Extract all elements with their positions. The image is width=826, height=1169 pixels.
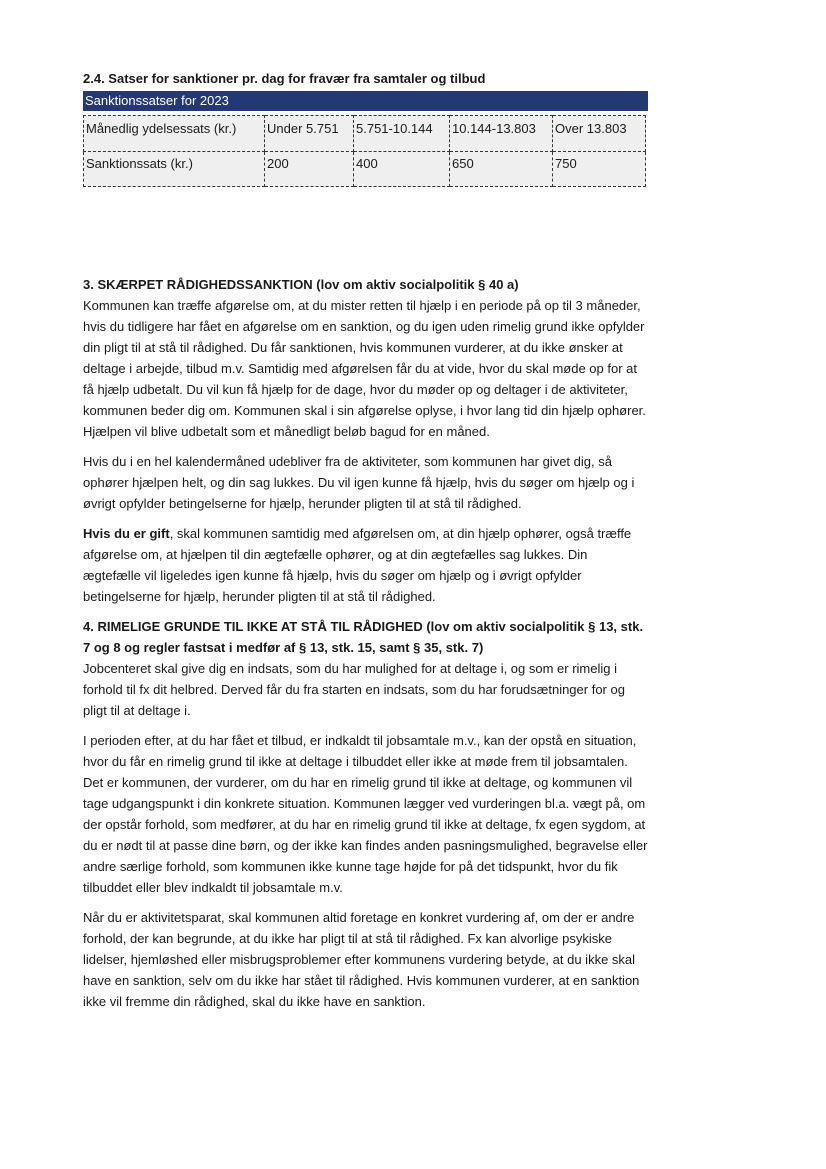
section-4-paragraph-2: I perioden efter, at du har fået et tilbud, er indkaldt til jobsamtale m.v., kan der opstå en situation, hvor du får en rimelig grund til ikke at deltage i tilbuddet eller ikke at møde frem til jobsamtalen. Det er kommunen, der vurderer, om du har en rimelig grund til ikke at deltage, og kommunen vil tage udgangspunkt i din konkrete situation. Kommunen lægger ved vurderingen bl.a. vægt på, om der opstår forhold, som medfører, at du har en rimelig grund til ikke at deltage, fx egen sygdom, at du er nødt til at passe dine børn, og der ikke kan findes anden pasningsmulighed, begravelse eller andre særlige forhold, som kommunen ikke kunne tage højde for på det tidspunkt, hvor du fik tilbuddet eller blev indkaldt til jobsamtale m.v. [83, 733, 648, 895]
section-3-paragraph-1: Kommunen kan træffe afgørelse om, at du mister retten til hjælp i en periode på op til 3 måneder, hvis du tidligere har fået en afgørelse om en sanktion, og du igen uden rimelig grund ikke opfylder din pligt til at stå til rådighed. Du får sanktionen, hvis kommunen vurderer, at du ikke ønsker at deltage i arbejde, tilbud m.v. Samtidig med afgørelsen får du at vide, hvor du skal møde op for at få hjælp udbetalt. Du vil kun få hjælp for de dage, hvor du møder op og deltager i de aktiviteter, kommunen beder dig om. Kommunen skal i sin afgørelse oplyse, i hvor lang tid din hjælp ophører. Hjælpen vil blive udbetalt som et månedligt beløb bagud for en måned. [83, 298, 646, 439]
table-cell: 750 [553, 152, 646, 187]
table-cell: Månedlig ydelsessats (kr.) [84, 116, 265, 152]
section-3-paragraph-3 [83, 523, 648, 607]
rates-block [83, 70, 648, 187]
table-cell: Sanktionssats (kr.) [84, 152, 265, 187]
table-row [84, 116, 646, 152]
table-cell: Under 5.751 [265, 116, 354, 152]
section-4-paragraph-1: Jobcenteret skal give dig en indsats, som du har mulighed for at deltage i, og som er rimelig i forhold til fx dit helbred. Derved får du fra starten en indsats, som du har forudsætninger for og pligt til at deltage i. [83, 661, 625, 718]
sanction-rates-table [83, 115, 646, 187]
married-emphasis: Hvis du er gift [83, 526, 170, 541]
section-4-heading: 4. RIMELIGE GRUNDE TIL IKKE AT STÅ TIL RÅDIGHED (lov om aktiv socialpolitik § 13, stk. 7 og 8 og regler fastsat i medfør af § 13, stk. 15, samt § 35, stk. 7) [83, 619, 644, 655]
table-cell: 10.144-13.803 [450, 116, 553, 152]
rates-heading: 2.4. Satser for sanktioner pr. dag for fravær fra samtaler og tilbud [83, 71, 486, 86]
table-cell: Over 13.803 [553, 116, 646, 152]
section-3-heading: 3. SKÆRPET RÅDIGHEDSSANKTION (lov om aktiv socialpolitik § 40 a) [83, 277, 519, 292]
table-cell: 650 [450, 152, 553, 187]
section-3-paragraph-2: Hvis du i en hel kalendermåned udebliver fra de aktiviteter, som kommunen har givet dig, så ophører hjælpen helt, og din sag lukkes. Du vil igen kunne få hjælp, hvis du søger om hjælp og i øvrigt opfylder betingelserne for hjælp, herunder pligten til at stå til rådighed. [83, 454, 635, 511]
table-cell: 5.751-10.144 [354, 116, 450, 152]
section-3-paragraph-3-text: , skal kommunen samtidig med afgørelsen om, at din hjælp ophører, også træffe afgørelse om, at hjælpen til din ægtefælle ophører, og at din ægtefælles sag lukkes. Din ægtefælle vil ligeledes igen kunne få hjælp, hvis du søger om hjælp og i øvrigt opfylder betingelserne for hjælp, herunder pligten til at stå til rådighed. [83, 526, 632, 604]
section-4-paragraph-3: Når du er aktivitetsparat, skal kommunen altid foretage en konkret vurdering af, om der er andre forhold, der kan begrunde, at du ikke har pligt til at stå til rådighed. Fx kan alvorlige psykiske lidelser, hjemløshed eller misbrugsproblemer efter kommunens vurdering betyde, at du ikke skal have en sanktion, selv om du ikke har stået til rådighed. Hvis kommunen vurderer, at en sanktion ikke vil fremme din rådighed, skal du ikke have en sanktion. [83, 910, 640, 1009]
table-cell: 200 [265, 152, 354, 187]
section-3 [83, 274, 648, 1012]
table-row [84, 152, 646, 187]
table-cell: 400 [354, 152, 450, 187]
table-title-bar: Sanktionssatser for 2023 [83, 91, 648, 111]
